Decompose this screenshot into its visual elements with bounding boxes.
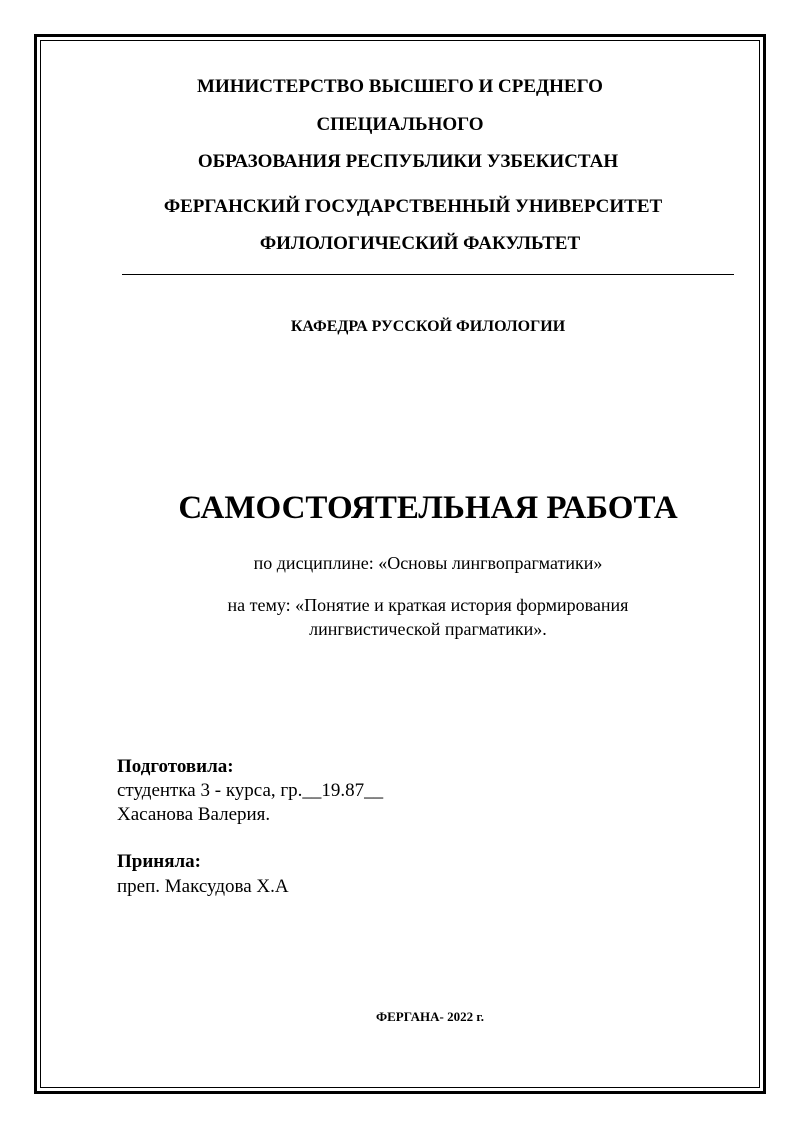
- topic-line-2: лингвистической прагматики».: [309, 619, 547, 639]
- document-title: САМОСТОЯТЕЛЬНАЯ РАБОТА: [178, 490, 678, 526]
- city-year: ФЕРГАНА- 2022 г.: [375, 1009, 485, 1024]
- topic-line-1: на тему: «Понятие и краткая история формирования: [227, 595, 629, 615]
- ministry-line-2: СПЕЦИАЛЬНОГО: [316, 114, 484, 135]
- prepared-name: Хасанова Валерия.: [117, 804, 271, 825]
- prepared-student: студентка 3 - курса, гр.__19.87__: [117, 780, 384, 801]
- department-name: КАФЕДРА РУССКОЙ ФИЛОЛОГИИ: [290, 318, 566, 335]
- prepared-label: Подготовила:: [117, 756, 234, 777]
- ministry-line-1: МИНИСТЕРСТВО ВЫСШЕГО И СРЕДНЕГО: [197, 76, 603, 97]
- discipline-line: по дисциплине: «Основы лингвопрагматики»: [253, 553, 603, 573]
- faculty-name: ФИЛОЛОГИЧЕСКИЙ ФАКУЛЬТЕТ: [259, 233, 581, 254]
- ministry-line-3: ОБРАЗОВАНИЯ РЕСПУБЛИКИ УЗБЕКИСТАН: [197, 151, 619, 172]
- university-name: ФЕРГАНСКИЙ ГОСУДАРСТВЕННЫЙ УНИВЕРСИТЕТ: [163, 196, 663, 217]
- header-divider: [122, 274, 734, 275]
- accepted-teacher: преп. Максудова Х.А: [117, 876, 289, 897]
- accepted-label: Приняла:: [117, 851, 202, 872]
